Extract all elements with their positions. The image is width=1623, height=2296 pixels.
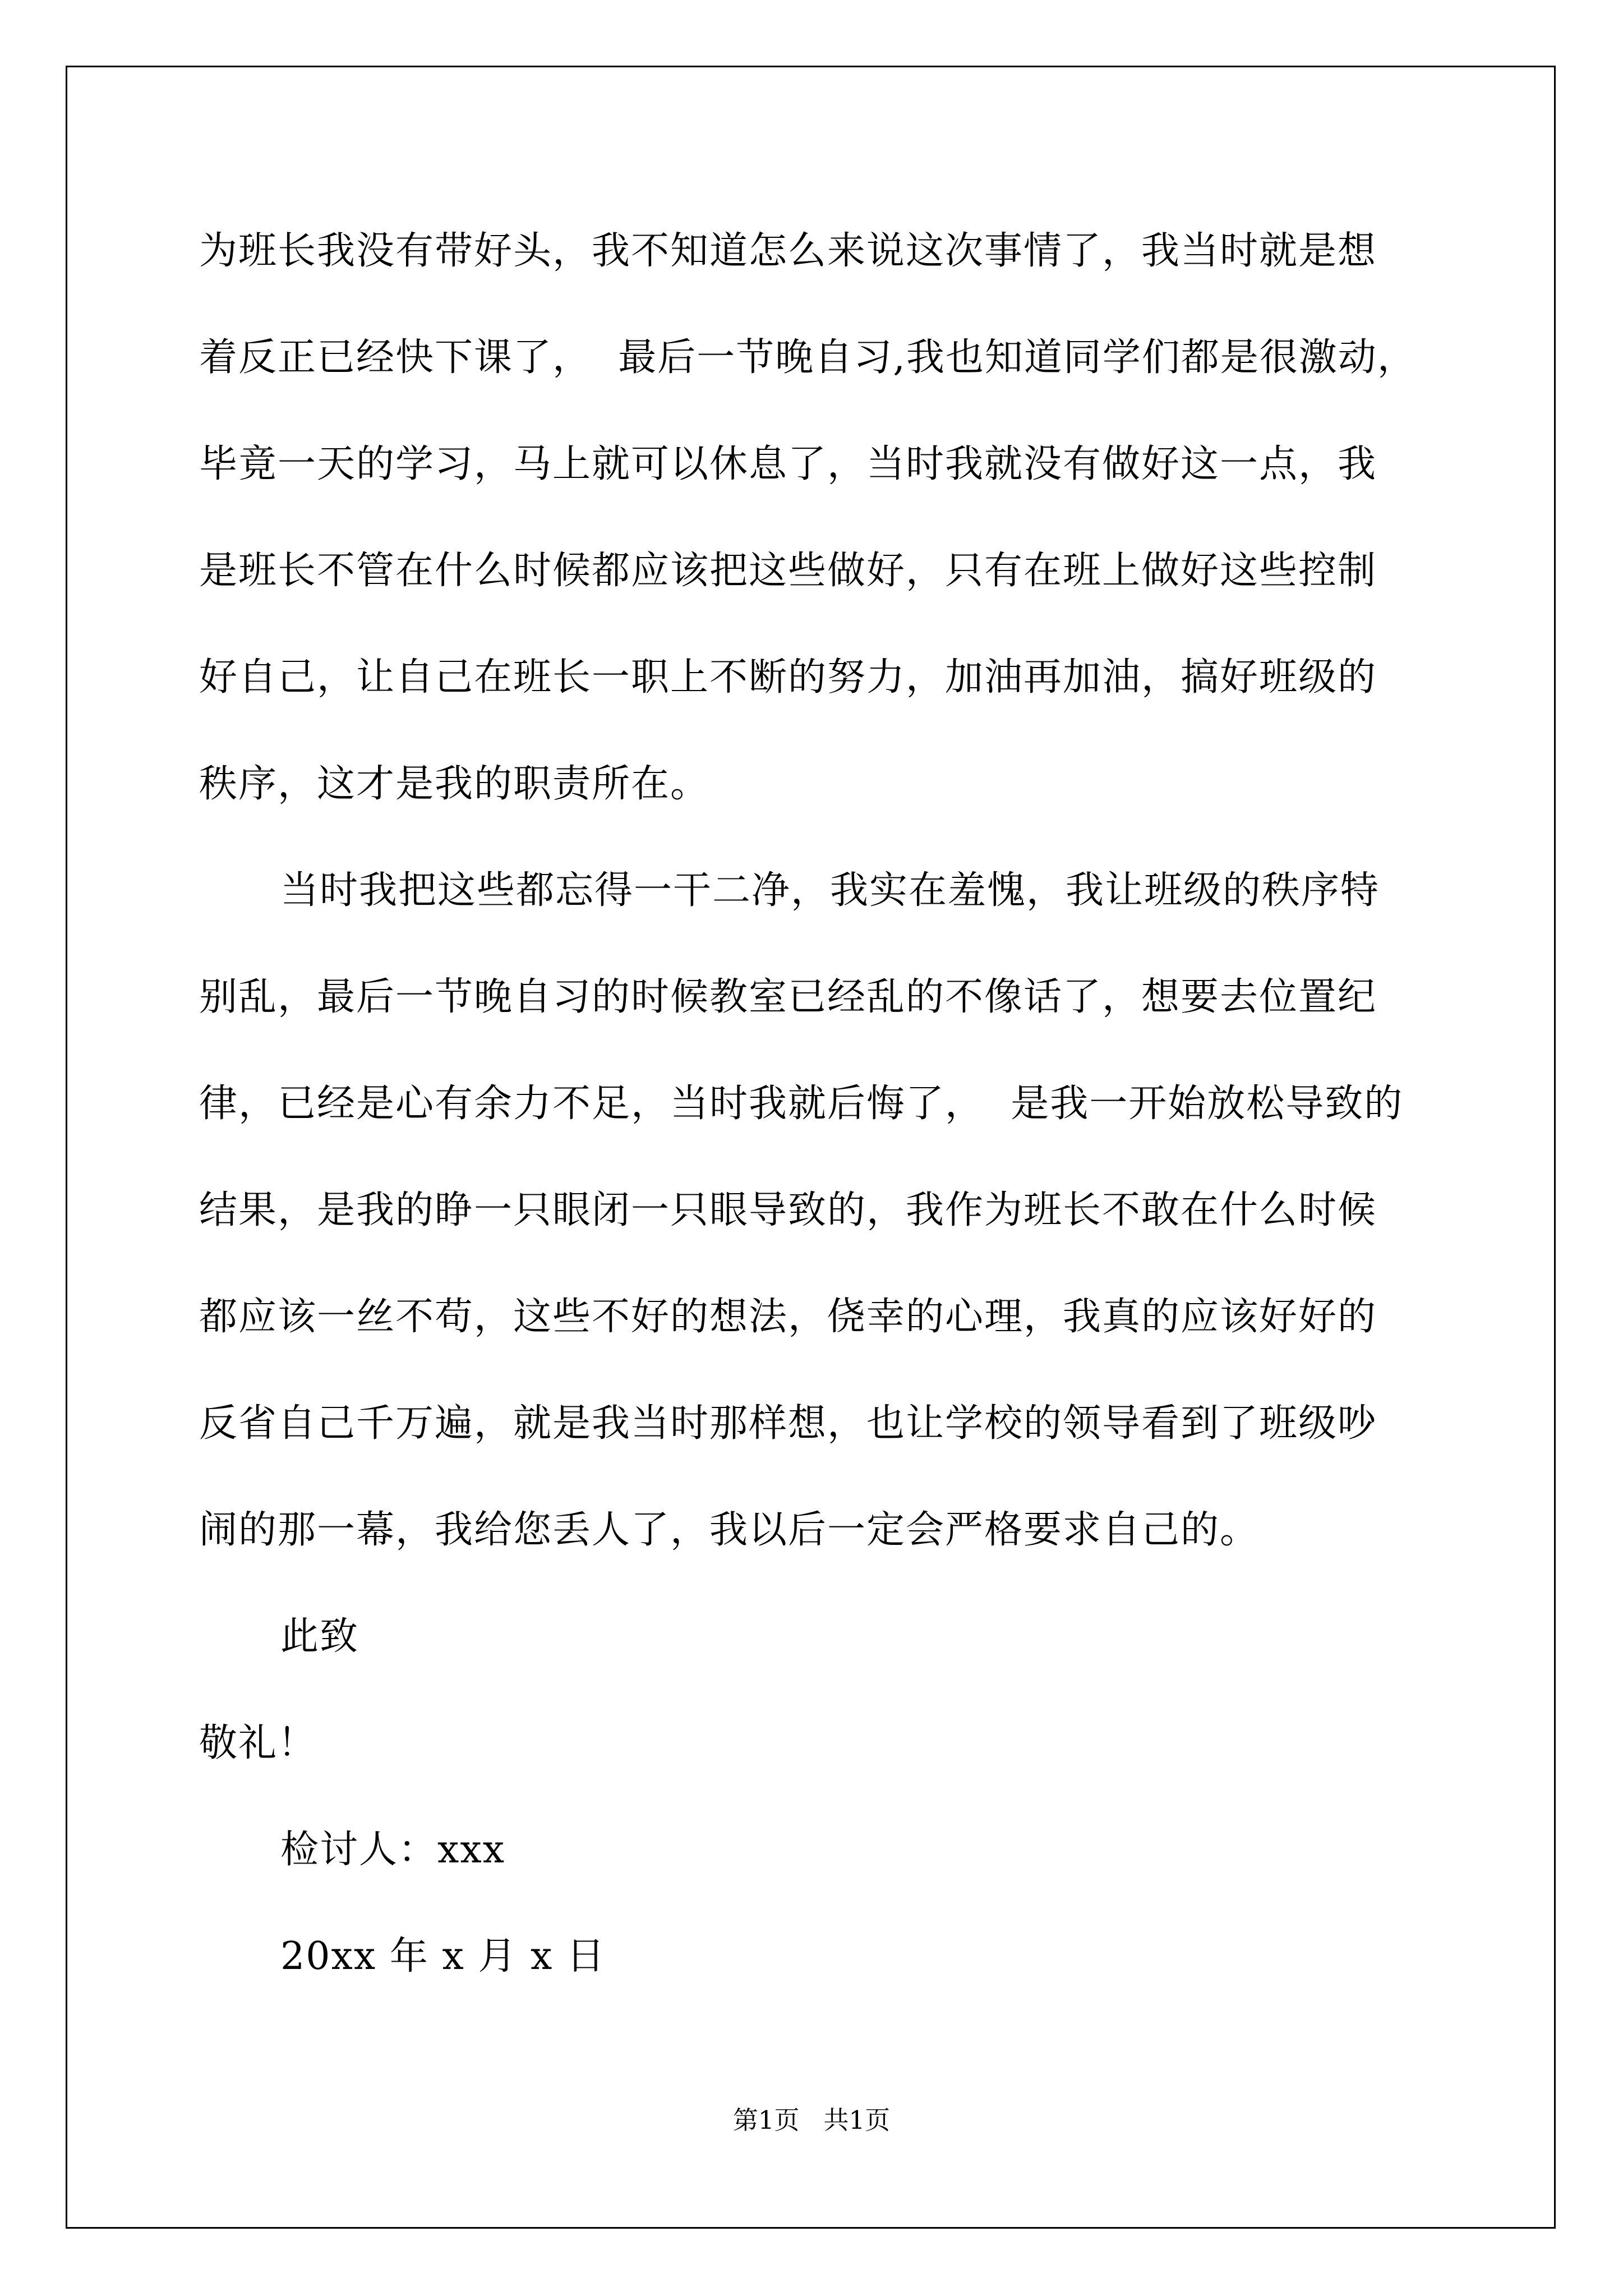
paragraph-2-line-6: 反省自己千万遍，就是我当时那样想，也让学校的领导看到了班级吵: [199, 1401, 1377, 1446]
paragraph-2-line-5: 都应该一丝不苟，这些不好的想法，侥幸的心理，我真的应该好好的: [199, 1295, 1377, 1339]
paragraph-2-line-4: 结果，是我的睁一只眼闭一只眼导致的，我作为班长不敢在什么时候: [199, 1188, 1377, 1232]
signer-line: 检讨人：xxx: [280, 1828, 506, 1872]
paragraph-2-line-7: 闹的那一幕，我给您丢人了，我以后一定会严格要求自己的。: [199, 1508, 1260, 1552]
paragraph-2-line-2: 别乱，最后一节晚自习的时候教室已经乱的不像话了，想要去位置纪: [199, 975, 1377, 1019]
page-number-footer: 第1页 共1页: [732, 2105, 891, 2135]
paragraph-1-line-2: 着反正已经快下课了， 最后一节晚自习,我也知道同学们都是很激动，: [199, 335, 1417, 380]
paragraph-1-line-6: 秩序，这才是我的职责所在。: [199, 762, 710, 806]
page-border: [66, 66, 1556, 2229]
paragraph-1-line-3: 毕竟一天的学习，马上就可以休息了，当时我就没有做好这一点，我: [199, 442, 1377, 486]
closing-phrase: 此致: [280, 1614, 359, 1659]
paragraph-2-line-1: 当时我把这些都忘得一干二净，我实在羞愧，我让班级的秩序特: [280, 868, 1380, 913]
paragraph-1-line-1: 为班长我没有带好头，我不知道怎么来说这次事情了，我当时就是想: [199, 229, 1377, 273]
paragraph-1-line-4: 是班长不管在什么时候都应该把这些做好，只有在班上做好这些控制: [199, 549, 1377, 593]
date-line: 20xx 年 x 月 x 日: [280, 1934, 606, 1978]
paragraph-1-line-5: 好自己，让自己在班长一职上不断的努力，加油再加油，搞好班级的: [199, 655, 1377, 700]
salutation: 敬礼！: [199, 1721, 317, 1765]
paragraph-2-line-3: 律，已经是心有余力不足，当时我就后悔了， 是我一开始放松导致的: [199, 1082, 1404, 1126]
